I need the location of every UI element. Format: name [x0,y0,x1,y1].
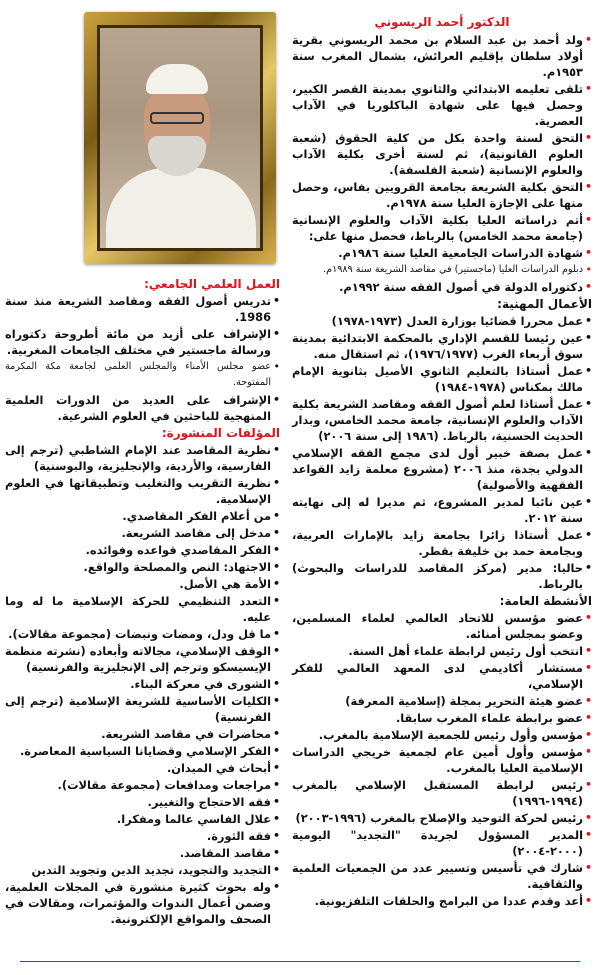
portrait-frame [84,12,276,264]
activity-item: • مؤسس وأول رئيس للجمعية الإسلامية بالمغرب. [292,727,592,743]
activity-item: • مؤسس وأول أمين عام لجمعية خريجي الدراسات الإسلامية العليا بالمغرب. [292,744,592,776]
right-column [292,14,592,910]
work-item: • التعدد التنظيمي للحركة الإسلامية ما له وما عليه. [5,593,280,625]
professional-item: • عمل أستاذا زائرا بجامعة زايد بالإمارات العربية، وبجامعة حمد بن خليفة بقطر. [292,527,592,559]
academic-item: • الإشراف على أزيد من مائة أطروحة دكتوراه ورسالة ماجستير في مختلف الجامعات المغربية. [5,326,280,358]
activities-heading: الأنشطة العامة: [499,594,592,608]
professional-item: • عمل محررا قضائيا بوزارة العدل (١٩٧٣-١٩٧٨) [292,313,592,329]
activity-item: • شارك في تأسيس وتسيير عدد من الجمعيات العلمية والثقافية. [292,860,592,892]
works-list [5,442,280,927]
work-item: • فقه الاحتجاج والتغيير. [5,794,280,810]
work-item: • أبحاث في الميدان. [5,760,280,776]
activity-item: • انتخب أول رئيس لرابطة علماء أهل السنة. [292,643,592,659]
activity-item: • عضو هيئة التحرير بمجلة (إسلامية المعرفة) [292,693,592,709]
page-title: الدكتور أحمد الريسوني [374,15,510,29]
academic-heading: العمل العلمي الجامعي: [144,277,280,291]
work-item: • ما قل ودل، ومضات ونبضات (مجموعة مقالات). [5,626,280,642]
work-item: • الشورى في معركة البناء. [5,676,280,692]
work-item: • نظرية المقاصد عند الإمام الشاطبي (ترجم إلى الفارسية، والأردية، والإنجليزية، والبوسنية) [5,442,280,474]
professional-item: • عمل أستاذا بالتعليم الثانوي الأصيل بثانوية الإمام مالك بمكناس (١٩٧٨-١٩٨٤) [292,363,592,395]
works-heading: المؤلفات المنشورة: [161,426,280,440]
work-item: • الفكر الإسلامي وقضايانا السياسية المعاصرة. [5,743,280,759]
activity-item: • أعد وقدم عددا من البرامج والحلقات التلفزيونية. [292,893,592,909]
bio-item: • التحق لسنة واحدة بكل من كلية الحقوق (شعبة العلوم القانونية)، ثم لسنة أخرى بكلية الآداب والعلوم الإنسانية (شعبة الفلسفة). [292,130,592,178]
work-item: • مدخل إلى مقاصد الشريعة. [5,525,280,541]
work-item: • الكليات الأساسية للشريعة الإسلامية (ترجم إلى الفرنسية) [5,693,280,725]
professional-item: • عين رئيسا للقسم الإداري بالمحكمة الابتدائية بمدينة سوق أربعاء الغرب (١٩٧٦/١٩٧٧)، ثم استقال منه. [292,330,592,362]
activity-item: • رئيس لحركة التوحيد والإصلاح بالمغرب (١٩٩٦-٢٠٠٣) [292,810,592,826]
activity-item: • عضو مؤسس للاتحاد العالمي لعلماء المسلمين، وعضو بمجلس أمنائه. [292,610,592,642]
activities-list [292,610,592,909]
professional-item: • عين نائبا لمدير المشروع، ثم مديرا له إلى نهايته سنة ٢٠١٢. [292,494,592,526]
activity-item: • عضو برابطة علماء المغرب سابقا. [292,710,592,726]
work-item: • من أعلام الفكر المقاصدي. [5,508,280,524]
work-item: • علال الفاسي عالما ومفكرا. [5,811,280,827]
footer-strip [20,961,580,975]
work-item: • التجديد والتجويد، تجديد الدين وتجويد التدين [5,862,280,878]
professional-item: • عمل أستاذا لعلم أصول الفقه ومقاصد الشريعة بكلية الآداب والعلوم الإنسانية، جامعة محمد الخامس، وبدار الحديث الحسنية، بالرباط. (١٩٨٦ إلى سنة ٢٠٠٦) [292,396,592,444]
work-item: • الوقف الإسلامي، مجالاته وأبعاده (نشرته منظمة الإيسيسكو وترجم إلى الإنجليزية والفرنسية) [5,643,280,675]
bio-item: • أتم دراساته العليا بكلية الآداب والعلوم الإنسانية (جامعة محمد الخامس) بالرباط، فحصل منها على: [292,212,592,244]
academic-item: • الإشراف على العديد من الدورات العلمية المنهجية للباحثين في العلوم الشرعية. [5,392,280,424]
bio-item: • دبلوم الدراسات العليا (ماجستير) في مقاصد الشريعة سنة ١٩٨٩م. [292,262,592,278]
work-item: • الفكر المقاصدي قواعده وفوائده. [5,542,280,558]
bio-item: • التحق بكلية الشريعة بجامعة القرويين بفاس، وحصل منها على الإجازة العليا سنة ١٩٧٨م. [292,179,592,211]
professional-list [292,313,592,592]
work-item: • فقه الثورة. [5,828,280,844]
academic-list [5,293,280,358]
work-item: • محاضرات في مقاصد الشريعة. [5,726,280,742]
professional-heading: الأعمال المهنية: [497,297,592,311]
work-item: • نظرية التقريب والتغليب وتطبيقاتها في العلوم الإسلامية. [5,475,280,507]
portrait-photo [97,25,263,251]
activity-item: • المدير المسؤول لجريدة "التجديد" اليومية (٢٠٠٠-٢٠٠٤) [292,827,592,859]
activity-item: • رئيس لرابطة المستقبل الإسلامي بالمغرب (١٩٩٤-١٩٩٦) [292,777,592,809]
work-item: • مراجعات ومدافعات (مجموعة مقالات). [5,777,280,793]
bio-item: • ولد أحمد بن عبد السلام بن محمد الريسوني بقرية أولاد سلطان بإقليم العرائش، بشمال المغرب سنة ١٩٥٣م. [292,32,592,80]
work-item: • وله بحوث كثيرة منشورة في المجلات العلمية، وضمن أعمال الندوات والمؤتمرات، ومقالات في الصحف والمواقع الإلكترونية. [5,879,280,927]
bio-item: • تلقى تعليمه الابتدائي والثانوي بمدينة القصر الكبير، وحصل فيها على شهادة الباكلوريا في الآداب العصرية. [292,81,592,129]
work-item: • مقاصد المقاصد. [5,845,280,861]
academic-item: • عضو مجلس الأمناء والمجلس العلمي لجامعة مكة المكرمة المفتوحة. [5,359,280,391]
activity-item: • مستشار أكاديمي لدى المعهد العالمي للفكر الإسلامي، [292,660,592,692]
professional-item: • حاليا: مدير (مركز المقاصد للدراسات والبحوث) بالرباط. [292,560,592,592]
bio-list [292,32,592,261]
bio-item: • دكتوراه الدولة في أصول الفقه سنة ١٩٩٢م. [292,279,592,295]
left-column [5,276,280,928]
professional-item: • عمل بصفة خبير أول لدى مجمع الفقه الإسلامي الدولي بجدة، منذ ٢٠٠٦ (مشروع معلمة زايد القواعد الفقهية والأصولية) [292,445,592,493]
academic-item: • تدريس أصول الفقه ومقاصد الشريعة منذ سنة 1986. [5,293,280,325]
work-item: • الأمة هي الأصل. [5,576,280,592]
bio-item: • شهادة الدراسات الجامعية العليا سنة ١٩٨٦م. [292,245,592,261]
work-item: • الاجتهاد: النص والمصلحة والواقع. [5,559,280,575]
